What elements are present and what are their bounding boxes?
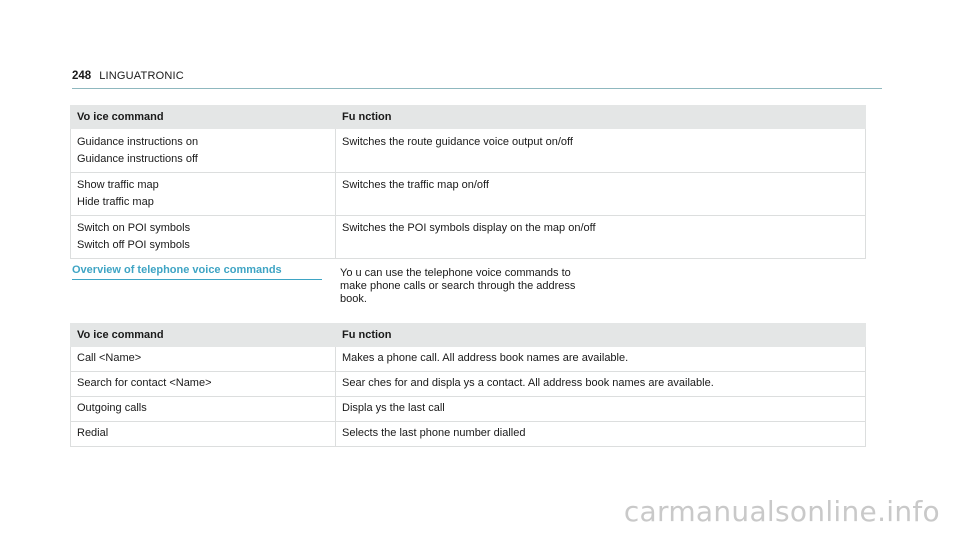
- watermark: carmanualsonline.info: [623, 495, 940, 528]
- function-cell: Makes a phone call. All address book names are available.: [336, 347, 866, 372]
- command-cell: [71, 129, 336, 173]
- command-text: Switch on POI symbols: [77, 222, 191, 234]
- column-header-function: Fu nction: [336, 106, 866, 129]
- page-number: 248: [72, 70, 92, 82]
- column-header-function: Fu nction: [336, 324, 866, 347]
- table-row: [71, 397, 866, 422]
- intro-line: book.: [340, 293, 367, 305]
- navigation-commands-table: [70, 105, 866, 259]
- command-text: Guidance instructions off: [77, 153, 198, 165]
- intro-paragraph: [340, 267, 600, 306]
- function-cell: Switches the POI symbols display on the map on/off: [336, 216, 866, 259]
- table-row: [71, 372, 866, 397]
- command-text: Hide traffic map: [77, 196, 154, 208]
- table-row: [71, 216, 866, 259]
- command-cell: Redial: [71, 422, 336, 447]
- command-text: Guidance instructions on: [77, 136, 199, 148]
- intro-line: Yo u can use the telephone voice commands to: [340, 267, 571, 279]
- function-cell: Switches the route guidance voice output on/off: [336, 129, 866, 173]
- command-cell: [71, 216, 336, 259]
- table-row: [71, 129, 866, 173]
- table-row: [71, 347, 866, 372]
- table-header-row: [71, 324, 866, 347]
- command-cell: [71, 173, 336, 216]
- function-cell: Selects the last phone number dialled: [336, 422, 866, 447]
- telephone-commands-table: [70, 323, 866, 447]
- page-header: [72, 70, 184, 82]
- table-row: [71, 422, 866, 447]
- intro-line: make phone calls or search through the address: [340, 280, 576, 292]
- table-row: [71, 173, 866, 216]
- section-name: LINGUATRONIC: [99, 70, 184, 82]
- command-text: Switch off POI symbols: [77, 239, 190, 251]
- function-cell: Switches the traffic map on/off: [336, 173, 866, 216]
- function-cell: Sear ches for and displa ys a contact. All address book names are available.: [336, 372, 866, 397]
- column-header-voice-command: Vo ice command: [71, 106, 336, 129]
- column-header-voice-command: Vo ice command: [71, 324, 336, 347]
- command-text: Show traffic map: [77, 179, 159, 191]
- command-cell: Search for contact <Name>: [71, 372, 336, 397]
- section-heading: Overview of telephone voice commands: [72, 264, 322, 280]
- command-cell: Outgoing calls: [71, 397, 336, 422]
- function-cell: Displa ys the last call: [336, 397, 866, 422]
- command-cell: Call <Name>: [71, 347, 336, 372]
- header-divider: [72, 88, 882, 89]
- table-header-row: [71, 106, 866, 129]
